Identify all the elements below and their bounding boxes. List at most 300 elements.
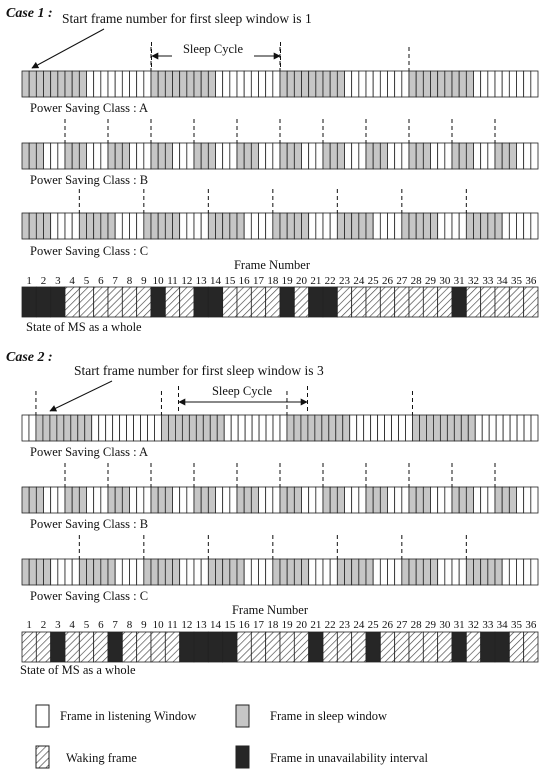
frame-sleep (108, 487, 115, 513)
frame-listening (402, 143, 409, 169)
frame-listening (137, 71, 144, 97)
state-frame-waking (423, 287, 437, 317)
frame-number: 11 (167, 275, 178, 287)
frame-number: 15 (224, 619, 236, 631)
case-2-class-c-label: Power Saving Class : C (30, 589, 149, 603)
frame-sleep (330, 71, 337, 97)
frame-listening (187, 213, 194, 239)
frame-listening (502, 213, 509, 239)
frame-listening (524, 559, 531, 585)
frame-sleep (419, 415, 426, 441)
state-frame-waking (352, 632, 366, 662)
frame-listening (502, 71, 509, 97)
frame-listening (359, 487, 366, 513)
frame-sleep (402, 559, 409, 585)
frame-sleep (294, 487, 301, 513)
frame-number: 18 (267, 619, 279, 631)
frame-number: 20 (296, 275, 307, 287)
frame-sleep (280, 559, 287, 585)
frame-listening (373, 559, 380, 585)
frame-sleep (423, 559, 430, 585)
frame-listening (371, 415, 378, 441)
frame-listening (230, 71, 237, 97)
frame-listening (345, 487, 352, 513)
frame-sleep (502, 143, 509, 169)
frame-sleep (359, 213, 366, 239)
state-frame-waking (237, 632, 251, 662)
state-frame-unavailable (280, 287, 294, 317)
case-1-frame-number-label: Frame Number (233, 258, 311, 272)
frame-number: 30 (439, 619, 451, 631)
frame-sleep (36, 487, 43, 513)
frame-sleep (495, 143, 502, 169)
frame-listening (330, 559, 337, 585)
frame-sleep (452, 143, 459, 169)
frame-listening (180, 559, 187, 585)
state-frame-waking (294, 632, 308, 662)
frame-sleep (165, 143, 172, 169)
frame-sleep (144, 213, 151, 239)
frame-listening (231, 415, 238, 441)
frame-number: 29 (425, 619, 436, 631)
frame-number: 29 (425, 275, 436, 287)
frame-sleep (151, 71, 158, 97)
frame-sleep (173, 213, 180, 239)
frame-listening (223, 487, 230, 513)
frame-sleep (64, 415, 71, 441)
frame-sleep (433, 415, 440, 441)
frame-number: 19 (281, 619, 293, 631)
state-frame-unavailable (36, 287, 50, 317)
frame-number: 35 (511, 619, 522, 631)
frame-sleep (87, 559, 94, 585)
state-frame-waking (251, 287, 265, 317)
frame-listening (352, 143, 359, 169)
frame-sleep (201, 487, 208, 513)
frame-number: 21 (310, 275, 322, 287)
frame-listening (101, 143, 108, 169)
frame-listening (531, 487, 538, 513)
frame-listening (244, 213, 251, 239)
frame-sleep (287, 143, 294, 169)
frame-sleep (194, 71, 201, 97)
frame-sleep (36, 71, 43, 97)
frame-sleep (302, 559, 309, 585)
frame-sleep (151, 143, 158, 169)
state-frame-waking (524, 632, 538, 662)
state-frame-waking (36, 632, 50, 662)
frame-listening (509, 71, 516, 97)
frame-listening (120, 415, 127, 441)
state-frame-unavailable (309, 632, 323, 662)
frame-listening (380, 213, 387, 239)
frame-sleep (65, 143, 72, 169)
case-1-cycle-label: Sleep Cycle (182, 42, 244, 56)
state-frame-waking (180, 287, 194, 317)
frame-sleep (173, 71, 180, 97)
case-2-frame-number-label: Frame Number (231, 603, 309, 617)
frame-listening (524, 71, 531, 97)
frame-listening (531, 71, 538, 97)
frame-sleep (158, 213, 165, 239)
frame-listening (187, 143, 194, 169)
frame-listening (115, 559, 122, 585)
case-1 (6, 6, 538, 334)
frame-sleep (366, 213, 373, 239)
state-frame-unavailable (194, 632, 208, 662)
frame-sleep (495, 213, 502, 239)
state-frame-waking (122, 632, 136, 662)
state-frame-waking (137, 287, 151, 317)
frame-number: 33 (482, 275, 494, 287)
frame-sleep (294, 143, 301, 169)
frame-sleep (466, 559, 473, 585)
frame-number: 31 (453, 619, 465, 631)
frame-sleep (459, 487, 466, 513)
case-2-cycle-label: Sleep Cycle (211, 384, 273, 398)
frame-sleep (366, 143, 373, 169)
frame-listening (44, 487, 51, 513)
frame-sleep (208, 487, 215, 513)
state-frame-waking (165, 287, 179, 317)
frame-number: 13 (195, 619, 207, 631)
frame-listening (445, 487, 452, 513)
frame-sleep (438, 71, 445, 97)
frame-listening (51, 559, 58, 585)
frame-sleep (108, 213, 115, 239)
frame-number: 25 (367, 275, 379, 287)
state-frame-unavailable (208, 287, 222, 317)
frame-sleep (223, 213, 230, 239)
case-1-state-label: State of MS as a whole (26, 320, 142, 334)
frame-sleep (144, 559, 151, 585)
frame-sleep (330, 487, 337, 513)
frame-listening (395, 71, 402, 97)
frame-sleep (216, 213, 223, 239)
frame-number: 7 (112, 619, 118, 631)
case-1-start-note: Start frame number for first sleep window is 1 (62, 11, 312, 26)
frame-listening (58, 213, 65, 239)
frame-sleep (337, 71, 344, 97)
state-frame-unavailable (452, 632, 466, 662)
frame-listening (364, 415, 371, 441)
frame-number: 26 (382, 619, 393, 631)
frame-sleep (416, 559, 423, 585)
frame-sleep (158, 71, 165, 97)
frame-sleep (409, 213, 416, 239)
frame-listening (496, 415, 503, 441)
frame-sleep (108, 559, 115, 585)
state-frame-waking (466, 632, 480, 662)
frame-listening (122, 213, 129, 239)
frame-number: 36 (525, 619, 537, 631)
frame-listening (201, 213, 208, 239)
frame-listening (445, 143, 452, 169)
state-frame-waking (165, 632, 179, 662)
frame-sleep (402, 213, 409, 239)
state-frame-waking (395, 632, 409, 662)
frame-number: 11 (167, 619, 178, 631)
frame-sleep (294, 559, 301, 585)
case-2-title: Case 2 : (6, 350, 53, 365)
frame-listening (459, 213, 466, 239)
frame-listening (223, 143, 230, 169)
state-frame-unavailable (223, 632, 237, 662)
frame-sleep (337, 487, 344, 513)
frame-number: 7 (112, 275, 118, 287)
state-frame-waking (438, 287, 452, 317)
state-frame-waking (65, 632, 79, 662)
frame-listening (108, 71, 115, 97)
frame-listening (531, 143, 538, 169)
frame-sleep (409, 559, 416, 585)
frame-sleep (44, 213, 51, 239)
frame-sleep (502, 487, 509, 513)
state-frame-waking (94, 287, 108, 317)
frame-number: 34 (496, 275, 508, 287)
case-1-class-a-label: Power Saving Class : A (30, 101, 149, 115)
legend-swatch-waking (36, 746, 49, 768)
frame-listening (316, 487, 323, 513)
frame-sleep (440, 415, 447, 441)
frame-number: 12 (181, 619, 193, 631)
frame-listening (115, 213, 122, 239)
state-frame-waking (223, 287, 237, 317)
state-frame-waking (466, 287, 480, 317)
frame-sleep (237, 487, 244, 513)
frame-sleep (208, 71, 215, 97)
frame-sleep (445, 71, 452, 97)
state-frame-waking (137, 632, 151, 662)
frame-number: 2 (40, 619, 47, 631)
frame-number: 16 (238, 275, 250, 287)
frame-listening (244, 71, 251, 97)
frame-sleep (44, 71, 51, 97)
frame-number: 27 (396, 619, 408, 631)
state-frame-unavailable (51, 632, 65, 662)
frame-listening (517, 415, 524, 441)
frame-listening (438, 559, 445, 585)
state-frame-waking (409, 287, 423, 317)
frame-number: 17 (253, 275, 264, 287)
frame-number: 1 (26, 275, 32, 287)
frame-listening (187, 487, 194, 513)
frame-listening (273, 415, 280, 441)
frame-sleep (50, 415, 57, 441)
frame-number: 21 (310, 619, 322, 631)
frame-listening (509, 213, 516, 239)
frame-number: 31 (453, 275, 465, 287)
frame-number: 24 (353, 275, 365, 287)
frame-sleep (509, 143, 516, 169)
frame-listening (323, 213, 330, 239)
frame-number: 28 (410, 275, 422, 287)
frame-sleep (251, 143, 258, 169)
frame-sleep (345, 213, 352, 239)
frame-listening (524, 143, 531, 169)
frame-sleep (72, 487, 79, 513)
frame-sleep (373, 143, 380, 169)
frame-listening (445, 559, 452, 585)
frame-listening (266, 487, 273, 513)
frame-listening (352, 487, 359, 513)
frame-sleep (280, 213, 287, 239)
state-frame-unavailable (208, 632, 222, 662)
frame-listening (72, 213, 79, 239)
case-2-class-a-label: Power Saving Class : A (30, 445, 149, 459)
frame-listening (251, 213, 258, 239)
state-frame-waking (323, 632, 337, 662)
frame-sleep (79, 71, 86, 97)
frame-sleep (72, 71, 79, 97)
frame-sleep (151, 213, 158, 239)
frame-sleep (366, 487, 373, 513)
frame-number: 2 (40, 275, 47, 287)
frame-sleep (208, 143, 215, 169)
frame-sleep (373, 487, 380, 513)
frame-listening (266, 415, 273, 441)
frame-number: 10 (152, 619, 164, 631)
frame-listening (388, 213, 395, 239)
frame-sleep (58, 71, 65, 97)
frame-listening (22, 415, 29, 441)
frame-listening (245, 415, 252, 441)
frame-listening (130, 487, 137, 513)
frame-sleep (426, 415, 433, 441)
frame-sleep (29, 213, 36, 239)
frame-listening (474, 487, 481, 513)
frame-listening (216, 487, 223, 513)
case-1-class-b-label: Power Saving Class : B (30, 173, 149, 187)
frame-listening (94, 71, 101, 97)
state-frame-waking (22, 632, 36, 662)
frame-listening (474, 71, 481, 97)
frame-listening (380, 559, 387, 585)
frame-listening (87, 487, 94, 513)
state-frame-waking (79, 632, 93, 662)
frame-number: 17 (253, 619, 264, 631)
frame-listening (531, 415, 538, 441)
frame-number: 25 (367, 619, 379, 631)
frame-sleep (294, 415, 301, 441)
frame-sleep (431, 71, 438, 97)
frame-sleep (237, 143, 244, 169)
frame-listening (259, 415, 266, 441)
frame-sleep (468, 415, 475, 441)
frame-listening (51, 143, 58, 169)
frame-listening (438, 213, 445, 239)
frame-listening (395, 487, 402, 513)
frame-listening (251, 71, 258, 97)
frame-sleep (165, 559, 172, 585)
frame-listening (137, 487, 144, 513)
frame-number: 28 (410, 619, 422, 631)
frame-sleep (294, 71, 301, 97)
frame-listening (517, 559, 524, 585)
frame-sleep (459, 71, 466, 97)
state-frame-waking (423, 632, 437, 662)
case-1-class-c-label: Power Saving Class : C (30, 244, 149, 258)
legend-label-listening: Frame in listening Window (60, 709, 197, 723)
frame-sleep (416, 71, 423, 97)
frame-listening (58, 487, 65, 513)
frame-sleep (316, 71, 323, 97)
frame-number: 4 (69, 275, 75, 287)
frame-sleep (423, 71, 430, 97)
frame-listening (244, 559, 251, 585)
frame-listening (194, 213, 201, 239)
frame-sleep (36, 143, 43, 169)
frame-sleep (273, 559, 280, 585)
state-frame-waking (495, 287, 509, 317)
frame-number: 8 (126, 619, 133, 631)
frame-sleep (452, 487, 459, 513)
frame-listening (406, 415, 413, 441)
frame-listening (316, 143, 323, 169)
state-frame-waking (524, 287, 538, 317)
state-frame-unavailable (495, 632, 509, 662)
frame-sleep (79, 143, 86, 169)
frame-sleep (194, 487, 201, 513)
frame-sleep (251, 487, 258, 513)
frame-listening (517, 487, 524, 513)
case-1-start-arrow (32, 29, 104, 68)
frame-listening (395, 213, 402, 239)
frame-sleep (431, 559, 438, 585)
frame-listening (87, 143, 94, 169)
frame-listening (51, 487, 58, 513)
frame-listening (330, 213, 337, 239)
frame-sleep (352, 213, 359, 239)
frame-sleep (94, 213, 101, 239)
frame-sleep (208, 213, 215, 239)
frame-listening (452, 559, 459, 585)
state-frame-waking (409, 632, 423, 662)
frame-listening (144, 71, 151, 97)
frame-listening (385, 415, 392, 441)
frame-listening (251, 559, 258, 585)
frame-listening (127, 415, 134, 441)
frame-listening (489, 415, 496, 441)
frame-sleep (173, 559, 180, 585)
frame-sleep (201, 71, 208, 97)
frame-listening (130, 213, 137, 239)
state-frame-waking (509, 287, 523, 317)
frame-listening (173, 487, 180, 513)
frame-number: 23 (339, 619, 350, 631)
frame-sleep (447, 415, 454, 441)
case-2 (6, 350, 538, 677)
frame-listening (309, 559, 316, 585)
frame-number: 33 (482, 619, 494, 631)
frame-sleep (337, 213, 344, 239)
frame-sleep (323, 143, 330, 169)
frame-sleep (203, 415, 210, 441)
frame-sleep (187, 71, 194, 97)
legend-label-sleep: Frame in sleep window (270, 709, 387, 723)
state-frame-waking (266, 287, 280, 317)
frame-sleep (158, 487, 165, 513)
state-frame-waking (94, 632, 108, 662)
frame-sleep (359, 559, 366, 585)
frame-listening (194, 559, 201, 585)
frame-listening (122, 559, 129, 585)
frame-listening (280, 415, 287, 441)
frame-listening (187, 559, 194, 585)
frame-listening (137, 213, 144, 239)
frame-listening (259, 143, 266, 169)
state-frame-waking (366, 287, 380, 317)
